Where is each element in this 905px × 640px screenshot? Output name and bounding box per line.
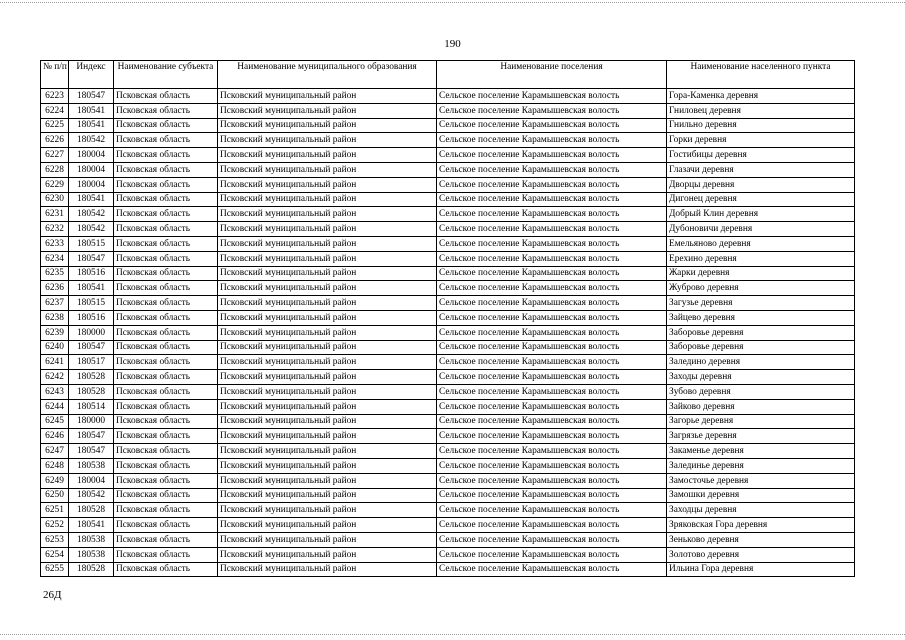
settlement-name: Сельское поселение Карамышевская волость: [437, 399, 667, 414]
settlement-name: Сельское поселение Карамышевская волость: [437, 310, 667, 325]
municipality-name: Псковский муниципальный район: [218, 355, 437, 370]
postal-index: 180528: [69, 384, 114, 399]
municipality-name: Псковский муниципальный район: [218, 192, 437, 207]
municipality-name: Псковский муниципальный район: [218, 532, 437, 547]
settlement-name: Сельское поселение Карамышевская волость: [437, 281, 667, 296]
row-num: 6236: [41, 281, 69, 296]
table-row: [41, 281, 855, 296]
locality-name: Загузье деревня: [667, 296, 855, 311]
postal-index: 180000: [69, 325, 114, 340]
page-number: 190: [444, 38, 461, 50]
subject-name: Псковская область: [114, 192, 218, 207]
row-num: 6238: [41, 310, 69, 325]
postal-index: 180004: [69, 148, 114, 163]
postal-index: 180547: [69, 340, 114, 355]
settlement-name: Сельское поселение Карамышевская волость: [437, 518, 667, 533]
subject-name: Псковская область: [114, 399, 218, 414]
municipality-name: Псковский муниципальный район: [218, 236, 437, 251]
subject-name: Псковская область: [114, 281, 218, 296]
postal-index: 180516: [69, 310, 114, 325]
table-row: [41, 222, 855, 237]
municipality-name: Псковский муниципальный район: [218, 518, 437, 533]
locality-name: Заходцы деревня: [667, 503, 855, 518]
table-body: [41, 89, 855, 577]
municipality-name: Псковский муниципальный район: [218, 503, 437, 518]
postal-index: 180538: [69, 458, 114, 473]
municipality-name: Псковский муниципальный район: [218, 251, 437, 266]
settlement-name: Сельское поселение Карамышевская волость: [437, 177, 667, 192]
municipality-name: Псковский муниципальный район: [218, 429, 437, 444]
row-num: 6227: [41, 148, 69, 163]
postal-index: 180541: [69, 118, 114, 133]
table-row: [41, 266, 855, 281]
municipality-name: Псковский муниципальный район: [218, 399, 437, 414]
settlement-name: Сельское поселение Карамышевская волость: [437, 473, 667, 488]
settlement-name: Сельское поселение Карамышевская волость: [437, 192, 667, 207]
locality-name: Гнильно деревня: [667, 118, 855, 133]
municipality-name: Псковский муниципальный район: [218, 340, 437, 355]
postal-index: 180515: [69, 296, 114, 311]
locality-name: Горки деревня: [667, 133, 855, 148]
postal-index: 180542: [69, 133, 114, 148]
settlement-name: Сельское поселение Карамышевская волость: [437, 340, 667, 355]
subject-name: Псковская область: [114, 414, 218, 429]
postal-index: 180514: [69, 399, 114, 414]
subject-name: Псковская область: [114, 458, 218, 473]
table-row: [41, 296, 855, 311]
settlement-name: Сельское поселение Карамышевская волость: [437, 89, 667, 104]
locality-name: Золотово деревня: [667, 547, 855, 562]
locality-name: Зеньково деревня: [667, 532, 855, 547]
subject-name: Псковская область: [114, 384, 218, 399]
settlement-name: Сельское поселение Карамышевская волость: [437, 162, 667, 177]
settlement-name: Сельское поселение Карамышевская волость: [437, 547, 667, 562]
subject-name: Псковская область: [114, 488, 218, 503]
row-num: 6248: [41, 458, 69, 473]
table-row: [41, 103, 855, 118]
locality-name: Залединье деревня: [667, 458, 855, 473]
row-num: 6249: [41, 473, 69, 488]
table-row: [41, 207, 855, 222]
municipality-name: Псковский муниципальный район: [218, 266, 437, 281]
subject-name: Псковская область: [114, 148, 218, 163]
settlement-name: Сельское поселение Карамышевская волость: [437, 503, 667, 518]
subject-name: Псковская область: [114, 222, 218, 237]
row-num: 6228: [41, 162, 69, 177]
table-row: [41, 89, 855, 104]
header-num: № п/п: [41, 61, 69, 89]
subject-name: Псковская область: [114, 207, 218, 222]
settlement-name: Сельское поселение Карамышевская волость: [437, 118, 667, 133]
municipality-name: Псковский муниципальный район: [218, 177, 437, 192]
municipality-name: Псковский муниципальный район: [218, 310, 437, 325]
postal-index: 180528: [69, 562, 114, 577]
locality-name: Дигонец деревня: [667, 192, 855, 207]
postal-index: 180004: [69, 473, 114, 488]
settlement-name: Сельское поселение Карамышевская волость: [437, 384, 667, 399]
locality-name: Зряковская Гора деревня: [667, 518, 855, 533]
locality-name: Жарки деревня: [667, 266, 855, 281]
locality-name: Емельяново деревня: [667, 236, 855, 251]
header-locality: Наименование населенного пункта: [667, 61, 855, 89]
table-row: [41, 370, 855, 385]
postal-index: 180004: [69, 162, 114, 177]
subject-name: Псковская область: [114, 103, 218, 118]
table-row: [41, 162, 855, 177]
locality-name: Гниловец деревня: [667, 103, 855, 118]
settlements-table: [40, 60, 855, 577]
row-num: 6223: [41, 89, 69, 104]
table-row: [41, 414, 855, 429]
locality-name: Дубоновичи деревня: [667, 222, 855, 237]
table-row: [41, 399, 855, 414]
locality-name: Загорье деревня: [667, 414, 855, 429]
table-row: [41, 458, 855, 473]
table-row: [41, 236, 855, 251]
settlement-name: Сельское поселение Карамышевская волость: [437, 458, 667, 473]
postal-index: 180542: [69, 222, 114, 237]
settlement-name: Сельское поселение Карамышевская волость: [437, 429, 667, 444]
municipality-name: Псковский муниципальный район: [218, 547, 437, 562]
settlement-name: Сельское поселение Карамышевская волость: [437, 488, 667, 503]
municipality-name: Псковский муниципальный район: [218, 281, 437, 296]
municipality-name: Псковский муниципальный район: [218, 473, 437, 488]
settlement-name: Сельское поселение Карамышевская волость: [437, 236, 667, 251]
row-num: 6255: [41, 562, 69, 577]
row-num: 6226: [41, 133, 69, 148]
table-row: [41, 503, 855, 518]
row-num: 6247: [41, 444, 69, 459]
table-row: [41, 133, 855, 148]
locality-name: Заборовье деревня: [667, 340, 855, 355]
top-edge-rule: [0, 2, 905, 3]
header-subject: Наименование субъекта: [114, 61, 218, 89]
postal-index: 180516: [69, 266, 114, 281]
row-num: 6245: [41, 414, 69, 429]
subject-name: Псковская область: [114, 547, 218, 562]
locality-name: Загрязье деревня: [667, 429, 855, 444]
locality-name: Заходы деревня: [667, 370, 855, 385]
subject-name: Псковская область: [114, 562, 218, 577]
row-num: 6252: [41, 518, 69, 533]
municipality-name: Псковский муниципальный район: [218, 458, 437, 473]
subject-name: Псковская область: [114, 251, 218, 266]
locality-name: Зубово деревня: [667, 384, 855, 399]
row-num: 6225: [41, 118, 69, 133]
settlement-name: Сельское поселение Карамышевская волость: [437, 325, 667, 340]
row-num: 6229: [41, 177, 69, 192]
postal-index: 180541: [69, 192, 114, 207]
table-row: [41, 251, 855, 266]
row-num: 6240: [41, 340, 69, 355]
locality-name: Гостибицы деревня: [667, 148, 855, 163]
subject-name: Псковская область: [114, 118, 218, 133]
postal-index: 180528: [69, 370, 114, 385]
municipality-name: Псковский муниципальный район: [218, 488, 437, 503]
table-row: [41, 310, 855, 325]
row-num: 6250: [41, 488, 69, 503]
table-row: [41, 488, 855, 503]
locality-name: Зайцево деревня: [667, 310, 855, 325]
table-row: [41, 562, 855, 577]
table-row: [41, 518, 855, 533]
locality-name: Заборовье деревня: [667, 325, 855, 340]
municipality-name: Псковский муниципальный район: [218, 148, 437, 163]
postal-index: 180541: [69, 103, 114, 118]
postal-index: 180528: [69, 503, 114, 518]
settlement-name: Сельское поселение Карамышевская волость: [437, 207, 667, 222]
subject-name: Псковская область: [114, 236, 218, 251]
header-index: Индекс: [69, 61, 114, 89]
postal-index: 180000: [69, 414, 114, 429]
municipality-name: Псковский муниципальный район: [218, 89, 437, 104]
subject-name: Псковская область: [114, 162, 218, 177]
locality-name: Дворцы деревня: [667, 177, 855, 192]
postal-index: 180004: [69, 177, 114, 192]
settlement-name: Сельское поселение Карамышевская волость: [437, 222, 667, 237]
postal-index: 180542: [69, 488, 114, 503]
subject-name: Псковская область: [114, 503, 218, 518]
subject-name: Псковская область: [114, 518, 218, 533]
locality-name: Гора-Каменка деревня: [667, 89, 855, 104]
bottom-edge-rule: [0, 634, 905, 635]
row-num: 6237: [41, 296, 69, 311]
table-row: [41, 444, 855, 459]
row-num: 6235: [41, 266, 69, 281]
settlement-name: Сельское поселение Карамышевская волость: [437, 148, 667, 163]
table-row: [41, 340, 855, 355]
table-row: [41, 532, 855, 547]
subject-name: Псковская область: [114, 473, 218, 488]
row-num: 6234: [41, 251, 69, 266]
settlement-name: Сельское поселение Карамышевская волость: [437, 266, 667, 281]
subject-name: Псковская область: [114, 429, 218, 444]
municipality-name: Псковский муниципальный район: [218, 222, 437, 237]
settlement-name: Сельское поселение Карамышевская волость: [437, 370, 667, 385]
subject-name: Псковская область: [114, 370, 218, 385]
footer-code: 26Д: [43, 589, 62, 601]
table-row: [41, 429, 855, 444]
municipality-name: Псковский муниципальный район: [218, 444, 437, 459]
settlement-name: Сельское поселение Карамышевская волость: [437, 444, 667, 459]
row-num: 6233: [41, 236, 69, 251]
postal-index: 180547: [69, 444, 114, 459]
row-num: 6231: [41, 207, 69, 222]
municipality-name: Псковский муниципальный район: [218, 384, 437, 399]
municipality-name: Псковский муниципальный район: [218, 162, 437, 177]
settlement-name: Сельское поселение Карамышевская волость: [437, 532, 667, 547]
row-num: 6244: [41, 399, 69, 414]
postal-index: 180542: [69, 207, 114, 222]
table-row: [41, 547, 855, 562]
table-row: [41, 177, 855, 192]
row-num: 6232: [41, 222, 69, 237]
locality-name: Добрый Клин деревня: [667, 207, 855, 222]
table-row: [41, 192, 855, 207]
settlement-name: Сельское поселение Карамышевская волость: [437, 355, 667, 370]
municipality-name: Псковский муниципальный район: [218, 133, 437, 148]
postal-index: 180541: [69, 518, 114, 533]
subject-name: Псковская область: [114, 133, 218, 148]
municipality-name: Псковский муниципальный район: [218, 118, 437, 133]
row-num: 6230: [41, 192, 69, 207]
row-num: 6242: [41, 370, 69, 385]
subject-name: Псковская область: [114, 310, 218, 325]
locality-name: Закаменье деревня: [667, 444, 855, 459]
header-settlement: Наименование поселения: [437, 61, 667, 89]
locality-name: Глазачи деревня: [667, 162, 855, 177]
municipality-name: Псковский муниципальный район: [218, 414, 437, 429]
municipality-name: Псковский муниципальный район: [218, 207, 437, 222]
row-num: 6254: [41, 547, 69, 562]
municipality-name: Псковский муниципальный район: [218, 370, 437, 385]
table-row: [41, 325, 855, 340]
locality-name: Ильина Гора деревня: [667, 562, 855, 577]
subject-name: Псковская область: [114, 266, 218, 281]
postal-index: 180541: [69, 281, 114, 296]
row-num: 6239: [41, 325, 69, 340]
row-num: 6241: [41, 355, 69, 370]
locality-name: Жуброво деревня: [667, 281, 855, 296]
header-municipality: Наименование муниципального образования: [218, 61, 437, 89]
settlement-name: Сельское поселение Карамышевская волость: [437, 414, 667, 429]
row-num: 6224: [41, 103, 69, 118]
settlement-name: Сельское поселение Карамышевская волость: [437, 133, 667, 148]
postal-index: 180517: [69, 355, 114, 370]
postal-index: 180547: [69, 429, 114, 444]
locality-name: Ерехино деревня: [667, 251, 855, 266]
subject-name: Псковская область: [114, 532, 218, 547]
subject-name: Псковская область: [114, 89, 218, 104]
table-row: [41, 473, 855, 488]
table-header-row: [41, 61, 855, 89]
settlement-name: Сельское поселение Карамышевская волость: [437, 251, 667, 266]
table-row: [41, 384, 855, 399]
subject-name: Псковская область: [114, 340, 218, 355]
locality-name: Зайково деревня: [667, 399, 855, 414]
postal-index: 180538: [69, 547, 114, 562]
table-row: [41, 148, 855, 163]
locality-name: Замосточье деревня: [667, 473, 855, 488]
municipality-name: Псковский муниципальный район: [218, 562, 437, 577]
row-num: 6251: [41, 503, 69, 518]
locality-name: Заледино деревня: [667, 355, 855, 370]
table-row: [41, 118, 855, 133]
settlement-name: Сельское поселение Карамышевская волость: [437, 296, 667, 311]
municipality-name: Псковский муниципальный район: [218, 296, 437, 311]
postal-index: 180538: [69, 532, 114, 547]
municipality-name: Псковский муниципальный район: [218, 325, 437, 340]
subject-name: Псковская область: [114, 444, 218, 459]
table-row: [41, 355, 855, 370]
subject-name: Псковская область: [114, 325, 218, 340]
row-num: 6246: [41, 429, 69, 444]
postal-index: 180547: [69, 89, 114, 104]
locality-name: Замошки деревня: [667, 488, 855, 503]
subject-name: Псковская область: [114, 296, 218, 311]
subject-name: Псковская область: [114, 177, 218, 192]
settlement-name: Сельское поселение Карамышевская волость: [437, 562, 667, 577]
settlement-name: Сельское поселение Карамышевская волость: [437, 103, 667, 118]
postal-index: 180547: [69, 251, 114, 266]
postal-index: 180515: [69, 236, 114, 251]
row-num: 6253: [41, 532, 69, 547]
municipality-name: Псковский муниципальный район: [218, 103, 437, 118]
subject-name: Псковская область: [114, 355, 218, 370]
row-num: 6243: [41, 384, 69, 399]
